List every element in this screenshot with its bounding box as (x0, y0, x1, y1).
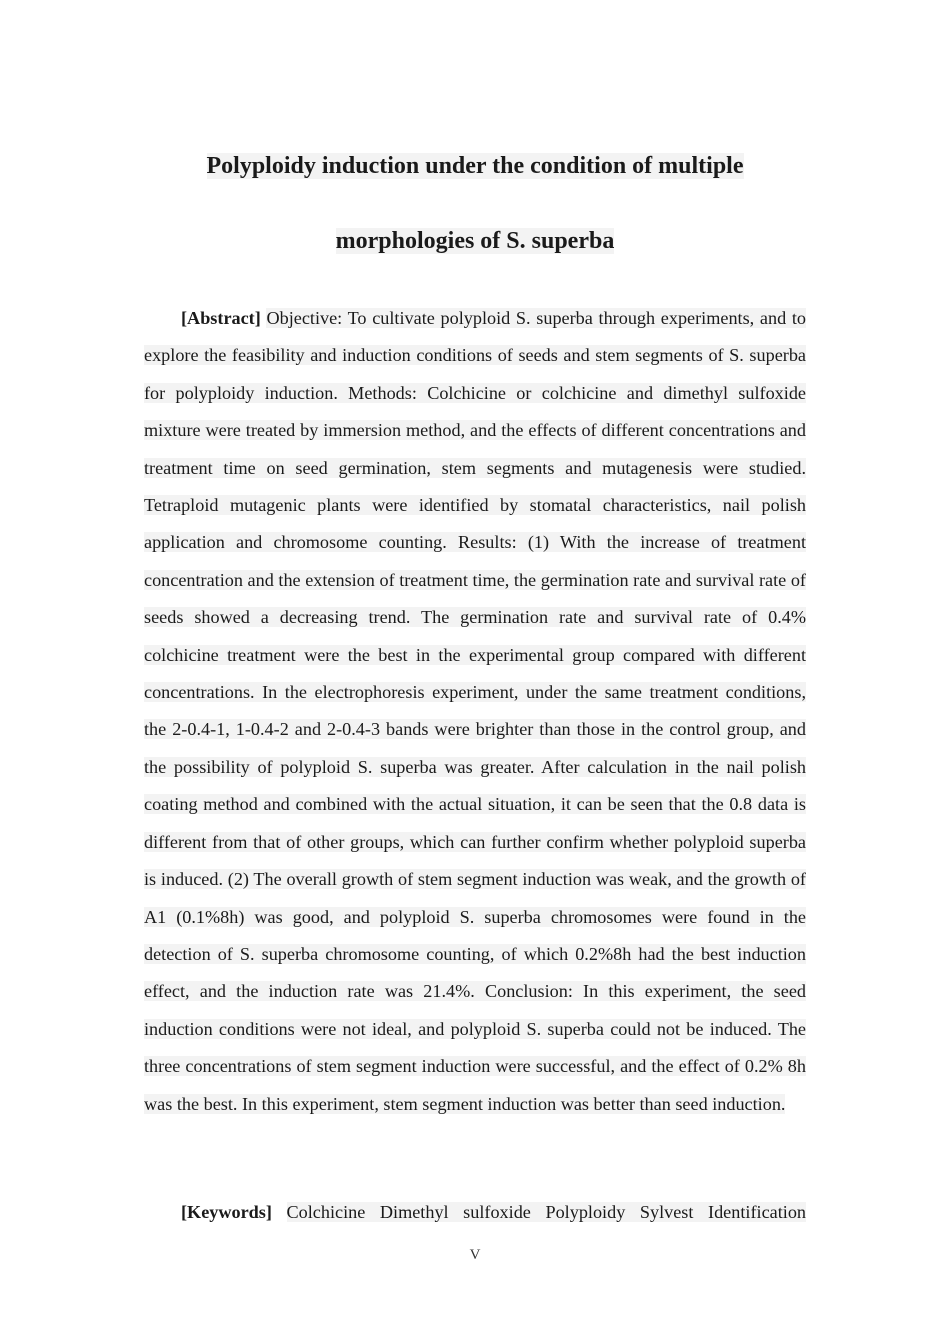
page-title-line-2 (144, 226, 806, 256)
abstract-label: [Abstract] (181, 308, 261, 328)
keywords-paragraph (144, 1195, 806, 1229)
keywords-body: Colchicine Dimethyl sulfoxide Polyploidy Sylvest Identification (286, 1202, 807, 1222)
page-title-line-1 (144, 151, 806, 181)
title-text-1: Polyploidy induction under the condition of multiple (206, 153, 744, 179)
title-text-2: morphologies of S. superba (335, 228, 615, 254)
abstract-body: Objective: To cultivate polyploid S. superba through experiments, and to explore the feasibility and induction conditions of seeds and stem segments of S. superba for polyploidy induction. Methods: Colchicine or colchicine and dimethyl sulfoxide mixture were treated by immersion method, and the effects of different concentrations and treatment time on seed germination, stem segments and mutagenesis were studied. Tetraploid mutagenic plants were identified by stomatal characteristics, nail polish application and chromosome counting. Results: (1) With the increase of treatment concentration and the extension of treatment time, the germination rate and survival rate of seeds showed a decreasing trend. The germination rate and survival rate of 0.4% colchicine treatment were the best in the experimental group compared with different concentrations. In the electrophoresis experiment, under the same treatment conditions, the 2-0.4-1, 1-0.4-2 and 2-0.4-3 bands were brighter than those in the control group, and the possibility of polyploid S. superba was greater. After calculation in the nail polish coating method and combined with the actual situation, it can be seen that the 0.8 data is different from that of other groups, which can further confirm whether polyploid superba is induced. (2) The overall growth of stem segment induction was weak, and the growth of A1 (0.1%8h) was good, and polyploid S. superba chromosomes were found in the detection of S. superba chromosome counting, of which 0.2%8h had the best induction effect, and the induction rate was 21.4%. Conclusion: In this experiment, the seed induction conditions were not ideal, and polyploid S. superba could not be induced. The three concentrations of stem segment induction were successful, and the effect of 0.2% 8h was the best. In this experiment, stem segment induction was better than seed induction. (144, 308, 806, 1114)
abstract-paragraph (144, 300, 806, 1123)
keywords-label: [Keywords] (181, 1202, 272, 1222)
page-number: V (469, 1247, 481, 1263)
